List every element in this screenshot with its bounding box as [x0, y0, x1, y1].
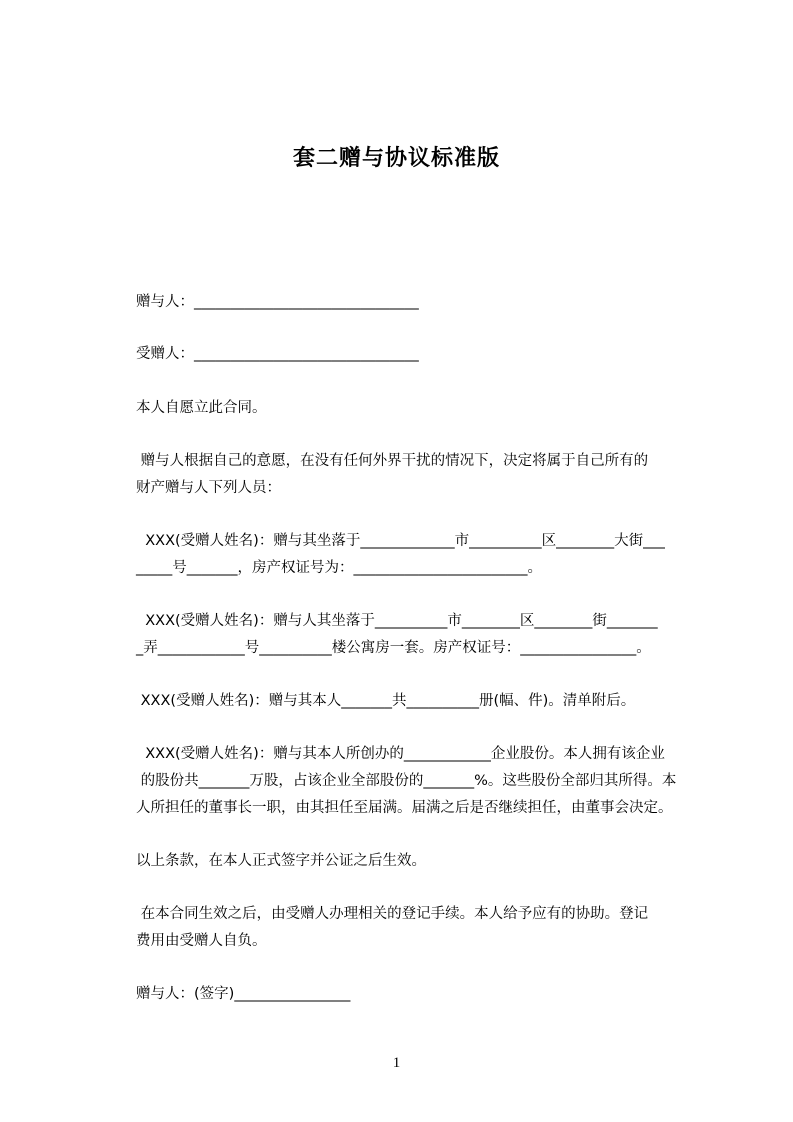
clause-apartment-line-2: _弄____________号__________楼公寓房一套。房产权证号：________________。	[136, 640, 651, 656]
clause-books: XXX(受赠人姓名)：赠与其本人_______共__________册(幅、件)。清单附后。	[136, 693, 636, 709]
clause-house-line-2: _____号_______，房产权证号为：________________________。	[136, 560, 542, 576]
donor-line: 赠与人：_______________________________	[136, 294, 419, 310]
clause-shares-line-3: 人所担任的董事长一职，由其担任至届满。届满之后是否继续担任，由董事会决定。	[136, 800, 673, 816]
registration-clause-line-2: 费用由受赠人自负。	[136, 933, 267, 949]
registration-clause-line-1: 在本合同生效之后，由受赠人办理相关的登记手续。本人给予应有的协助。登记	[136, 906, 649, 922]
voluntary-statement: 本人自愿立此合同。	[136, 400, 267, 416]
effective-clause: 以上条款，在本人正式签字并公证之后生效。	[136, 853, 426, 869]
recipient-line: 受赠人：_______________________________	[136, 346, 419, 362]
page-number: 1	[392, 1055, 401, 1071]
intro-paragraph-line-1: 赠与人根据自己的意愿，在没有任何外界干扰的情况下，决定将属于自己所有的	[136, 453, 649, 469]
clause-house-line-1: XXX(受赠人姓名)：赠与其坐落于_____________市__________区________大街___	[136, 533, 665, 549]
document-title: 套二赠与协议标准版	[292, 146, 500, 171]
clause-shares-line-1: XXX(受赠人姓名)：赠与其本人所创办的____________企业股份。本人拥有该企业	[136, 746, 665, 762]
clause-shares-line-2: 的股份共_______万股，占该企业全部股份的_______%。这些股份全部归其所得。本	[136, 773, 677, 789]
clause-apartment-line-1: XXX(受赠人姓名)：赠与人其坐落于__________市________区________街_______	[136, 613, 658, 629]
donor-signature-line: 赠与人：(签字)________________	[136, 986, 351, 1002]
intro-paragraph-line-2: 财产赠与人下列人员：	[136, 480, 281, 496]
